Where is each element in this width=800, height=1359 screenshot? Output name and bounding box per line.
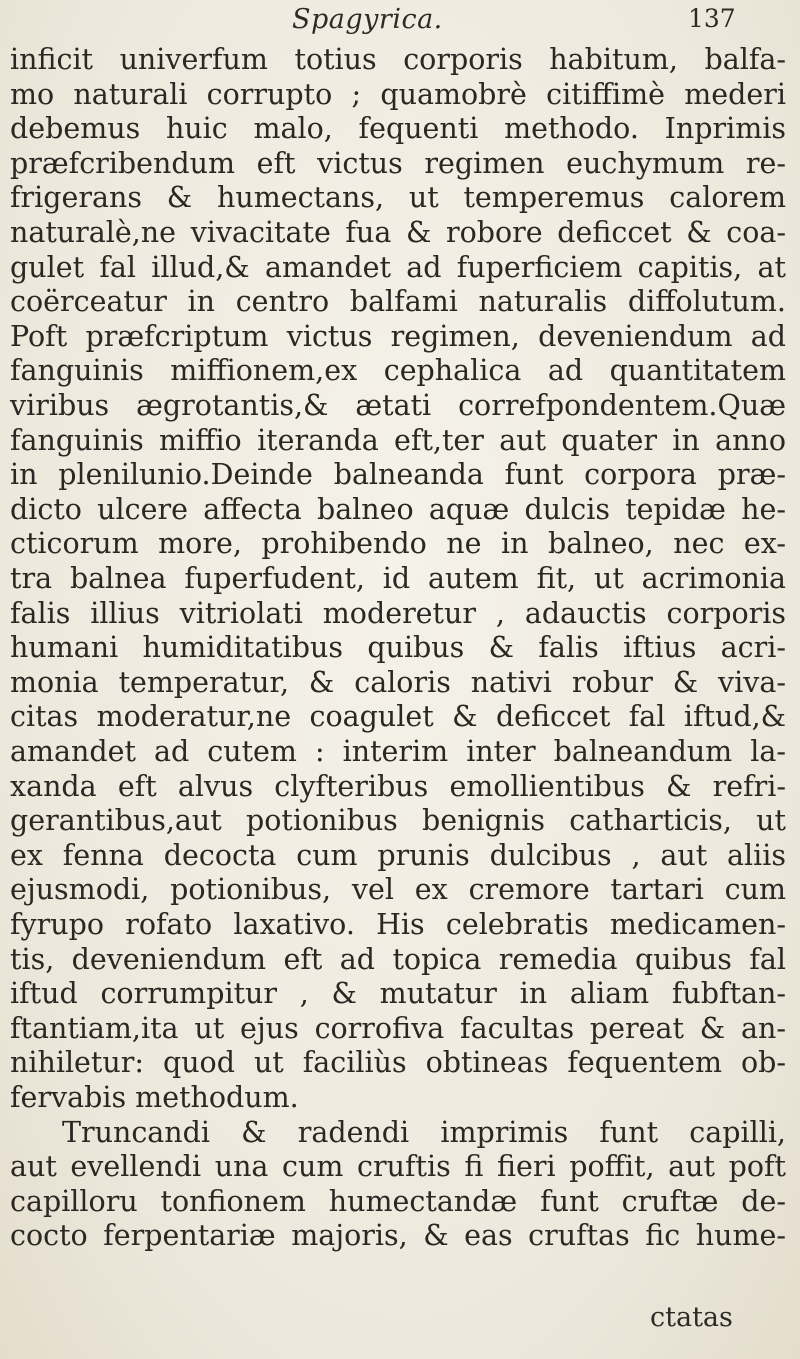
text-line: ejusmodi, potionibus, vel ex cremore tartari cum <box>10 873 786 907</box>
text-line: in plenilunio.Deinde balneanda funt corpora præ- <box>10 458 786 492</box>
text-line: debemus huic malo, fequenti methodo. Inprimis <box>10 112 786 146</box>
running-head: Spagyrica. <box>292 4 443 35</box>
text-line: monia temperatur, & caloris nativi robur & viva- <box>10 665 786 699</box>
text-line: Poft præfcriptum victus regimen, deveniendum ad <box>10 319 786 353</box>
text-line: Truncandi & radendi imprimis funt capilli, <box>62 1115 786 1149</box>
text-line: cocto ferpentariæ majoris, & eas cruftas fic hume- <box>10 1219 786 1253</box>
text-line: naturalè,ne vivacitate fua & robore deficcet & coa- <box>10 216 786 249</box>
text-line: præfcribendum eft victus regimen euchymum re- <box>10 146 786 180</box>
text-line: tis, deveniendum eft ad topica remedia quibus fal <box>10 942 786 976</box>
text-line: xanda eft alvus clyfteribus emollientibus & refri- <box>10 769 786 803</box>
page-number: 137 <box>688 4 736 33</box>
text-line: fanguinis miffio iteranda eft,ter aut quater in anno <box>10 423 786 457</box>
text-line: frigerans & humectans, ut temperemus calorem <box>10 181 786 215</box>
text-line: dicto ulcere affecta balneo aquæ dulcis tepidæ he- <box>10 492 786 526</box>
text-line: coërceatur in centro balfami naturalis diffolutum. <box>10 285 786 319</box>
text-line: fanguinis miffionem,ex cephalica ad quantitatem <box>10 354 786 388</box>
text-line: ex fenna decocta cum prunis dulcibus , aut aliis <box>10 838 786 872</box>
text-line: fyrupo rofato laxativo. His celebratis medicamen- <box>10 908 786 941</box>
text-line: nihiletur: quod ut faciliùs obtineas fequentem ob- <box>10 1046 786 1080</box>
text-line: mo naturali corrupto ; quamobrè citiffimè mederi <box>10 77 786 111</box>
text-line: amandet ad cutem : interim inter balneandum la- <box>10 735 786 768</box>
text-line: aut evellendi una cum cruftis fi fieri poffit, aut poft <box>10 1150 786 1184</box>
text-line: ftantiam,ita ut ejus corrofiva facultas pereat & an- <box>10 1011 786 1045</box>
text-line: cticorum more, prohibendo ne in balneo, nec ex- <box>10 527 786 561</box>
text-line: humani humiditatibus quibus & falis iftius acri- <box>10 631 786 665</box>
text-line: fervabis methodum. <box>10 1081 299 1114</box>
text-line: gulet fal illud,& amandet ad fuperficiem capitis, at <box>10 250 786 284</box>
text-line: capilloru tonfionem humectandæ funt cruftæ de- <box>10 1184 786 1218</box>
page-header <box>0 4 800 44</box>
text-line: iftud corrumpitur , & mutatur in aliam fubftan- <box>10 977 786 1011</box>
text-line: tra balnea fuperfudent, id autem fit, ut acrimonia <box>10 562 786 595</box>
text-line: viribus ægrotantis,& ætati correfpondentem.Quæ <box>10 389 786 422</box>
catchword: ctatas <box>650 1302 733 1333</box>
text-line: citas moderatur,ne coagulet & deficcet fal iftud,& <box>10 700 786 734</box>
text-line: gerantibus,aut potionibus benignis catharticis, ut <box>10 804 786 838</box>
text-line: inficit univerfum totius corporis habitum, balfa- <box>10 43 786 76</box>
text-line: falis illius vitriolati moderetur , adauctis corporis <box>10 596 786 630</box>
